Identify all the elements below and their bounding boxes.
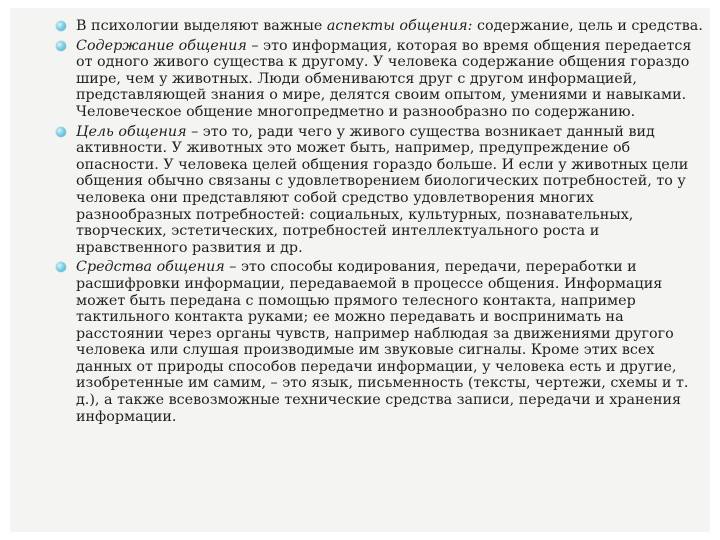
- list-item-content: [56, 38, 711, 121]
- item-body-text: – это способы кодирования, передачи, переработки и расшифровки информации, передаваемой в процессе общения. Информация может быть передана с помощью прямого телесного контакта, например тактильного контакта руками; ее можно передавать и воспринимать на расстоянии через органы чувств, например наблюдая за движениями другого человека или слушая производимые им звуковые сигналы. Кроме этих всех данных от природы способов передачи информации, у человека есть и другие, изобретенные им самим, – это язык, письменность (тексты, чертежи, схемы и т. д.), а также всевозможные технические средства записи, передачи и хранения информации.: [76, 259, 689, 425]
- slide-content-panel: [10, 8, 710, 532]
- bullet-icon: [56, 41, 66, 51]
- item-emphasis: аспекты общения:: [326, 18, 473, 34]
- item-lead-text: В психологии выделяют важные: [76, 18, 327, 34]
- bullet-icon: [56, 127, 66, 137]
- item-body-text: – это информация, которая во время общения передается от одного живого существа к другому. У человека содержание общения гораздо шире, чем у животных. Люди обмениваются друг с другом информацией, представляющей знания о мире, делятся своим опытом, умениями и навыками. Человеческое общение многопредметно и разнообразно по содержанию.: [76, 37, 692, 120]
- item-term: Средства общения: [76, 259, 225, 276]
- item-body-text: – это то, ради чего у живого существа возникает данный вид активности. У животных это может быть, например, предупреждение об опасности. У человека целей общения гораздо больше. И если у животных цели общения обычно связаны с удовлетворением биологических потребностей, то у человека они представляют собой средство удовлетворения многих разнообразных потребностей: социальных, культурных, познавательных, творческих, эстетических, потребностей интеллектуального роста и нравственного развития и др.: [76, 123, 689, 256]
- bullet-list: [56, 18, 711, 428]
- list-item-aspects: [56, 18, 711, 35]
- list-item-means: [56, 259, 711, 425]
- bullet-icon: [56, 21, 66, 31]
- item-term: Цель общения: [76, 123, 187, 140]
- list-item-goal: [56, 124, 711, 257]
- item-term: Содержание общения: [76, 37, 247, 54]
- bullet-icon: [56, 262, 66, 272]
- item-body-text: содержание, цель и средства.: [472, 18, 703, 34]
